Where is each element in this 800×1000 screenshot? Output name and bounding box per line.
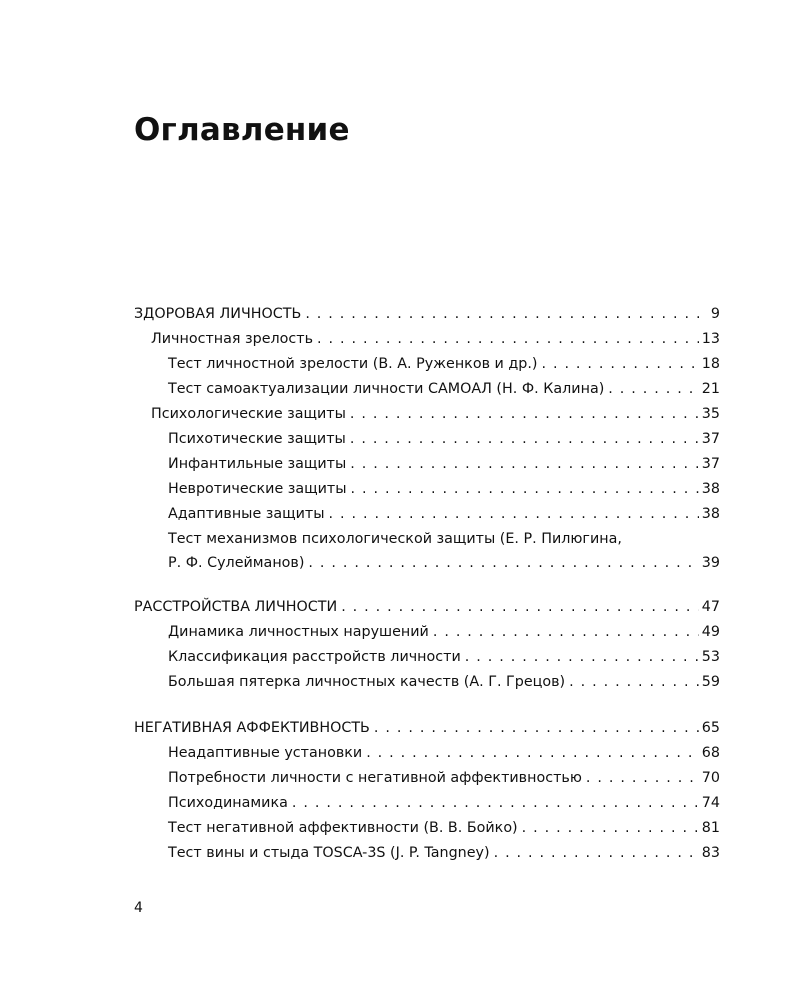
toc-entry-page: 37 [701,456,720,472]
toc-entry[interactable] [134,427,720,452]
toc-entry-page: 35 [701,406,720,422]
toc-entry[interactable] [134,452,720,477]
toc-entry[interactable] [134,377,720,402]
toc-entry-page: 74 [701,795,720,811]
toc-entry[interactable] [134,302,720,327]
dot-leader [341,595,699,620]
dot-leader [350,402,699,427]
toc-entry-page: 65 [701,720,720,736]
toc-entry[interactable] [134,716,720,741]
toc-entry-page: 21 [701,381,720,397]
toc-entry[interactable] [134,841,720,866]
toc-entry-title: Тест самоактуализации личности САМОАЛ (Н. Ф. Калина) [168,381,605,397]
toc-entry-page: 37 [701,431,720,447]
dot-leader [350,427,699,452]
dot-leader [317,327,699,352]
toc-entry[interactable] [134,527,720,574]
toc-section-healthy-personality [134,302,720,574]
toc-entry-page: 39 [701,555,720,571]
toc-entry-title: Психодинамика [168,795,288,811]
toc-entry-page: 49 [701,624,720,640]
toc-entry-title: Потребности личности с негативной аффективностью [168,770,582,786]
toc-entry-page: 68 [701,745,720,761]
dot-leader [351,477,699,502]
dot-leader [305,302,708,327]
toc-entry-title: Личностная зрелость [151,331,313,347]
toc-entry-page: 13 [701,331,720,347]
toc-entry-title: Невротические защиты [168,481,347,497]
toc-entry[interactable] [134,766,720,791]
toc-entry-title: Тест личностной зрелости (В. А. Руженков и др.) [168,356,538,372]
toc-section-personality-disorders [134,595,720,695]
toc-entry-title: Психологические защиты [151,406,346,422]
dot-leader [308,552,698,574]
dot-leader [494,841,699,866]
dot-leader [329,502,699,527]
toc-entry-title: РАССТРОЙСТВА ЛИЧНОСТИ [134,599,338,615]
toc-entry[interactable] [134,791,720,816]
dot-leader [374,716,699,741]
dot-leader [522,816,699,841]
toc-entry-page: 83 [701,845,720,861]
toc-entry-page: 38 [701,481,720,497]
toc-entry[interactable] [134,352,720,377]
toc-entry-page: 59 [701,674,720,690]
dot-leader [465,645,699,670]
toc-entry-page: 9 [710,306,720,322]
toc-entry-page: 38 [701,506,720,522]
toc-entry-title: Инфантильные защиты [168,456,347,472]
toc-entry[interactable] [134,595,720,620]
table-of-contents [134,302,720,887]
dot-leader [586,766,699,791]
dot-leader [366,741,699,766]
toc-entry-page: 70 [701,770,720,786]
toc-entry[interactable] [134,620,720,645]
toc-entry[interactable] [134,816,720,841]
toc-entry-title: Психотические защиты [168,431,346,447]
dot-leader [541,352,698,377]
toc-entry[interactable] [134,741,720,766]
toc-entry-page: 81 [701,820,720,836]
toc-entry[interactable] [134,402,720,427]
dot-leader [350,452,699,477]
toc-entry[interactable] [134,502,720,527]
dot-leader [433,620,699,645]
dot-leader [608,377,699,402]
toc-entry-title: Динамика личностных нарушений [168,624,429,640]
toc-entry[interactable] [134,645,720,670]
toc-entry-page: 53 [701,649,720,665]
toc-entry-title: Неадаптивные установки [168,745,363,761]
toc-entry-title: НЕГАТИВНАЯ АФФЕКТИВНОСТЬ [134,720,370,736]
toc-entry-title: Большая пятерка личностных качеств (А. Г. Грецов) [168,674,566,690]
toc-entry-page: 18 [701,356,720,372]
toc-entry-title: Адаптивные защиты [168,506,325,522]
toc-entry[interactable] [134,670,720,695]
toc-entry-title: Классификация расстройств личности [168,649,461,665]
toc-entry-title: ЗДОРОВАЯ ЛИЧНОСТЬ [134,306,302,322]
toc-entry-title-continued: Р. Ф. Сулейманов) [168,555,305,571]
toc-section-negative-affectivity [134,716,720,866]
toc-entry[interactable] [134,477,720,502]
toc-entry-title: Тест негативной аффективности (В. В. Бойко) [168,820,518,836]
page-number: 4 [134,900,143,916]
page-title: Оглавление [134,112,350,148]
toc-entry-title: Тест вины и стыда TOSCA-3S (J. P. Tangney) [168,845,490,861]
toc-entry-title: Тест механизмов психологической защиты (Е. Р. Пилюгина, [168,531,622,547]
dot-leader [569,670,699,695]
toc-entry-page: 47 [701,599,720,615]
toc-entry[interactable] [134,327,720,352]
dot-leader [292,791,699,816]
